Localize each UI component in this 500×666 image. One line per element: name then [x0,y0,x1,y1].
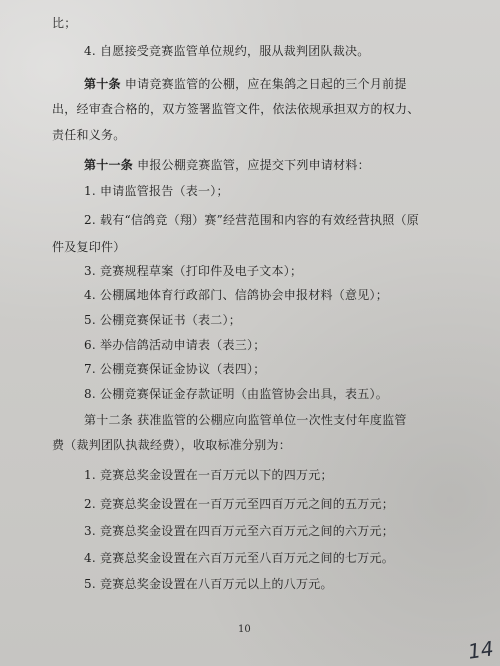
line-text: 6. 举办信鸽活动申请表（表三）； [84,338,266,352]
document-line [84,361,500,377]
document-line [84,576,500,592]
line-text: 申请竞赛监管的公棚，应在集鸽之日起的三个月前提 [124,77,407,91]
line-text: 3. 竞赛规程草案（打印件及电子文本）； [84,264,303,278]
line-text: 比； [52,16,77,30]
line-text: 4. 竞赛总奖金设置在六百万元至八百万元之间的七万元。 [84,551,395,565]
line-text: 5. 公棚竞赛保证书（表二）； [84,313,242,327]
line-text: 2. 竞赛总奖金设置在一百万元至四百万元之间的五万元； [84,497,395,511]
document-line [84,212,500,228]
line-text: 件及复印件） [52,240,126,254]
document-line [52,101,472,117]
document-line [84,337,500,353]
document-line [84,157,500,173]
line-text: 4. 自愿接受竞赛监管单位规约，服从裁判团队裁决。 [84,44,370,58]
line-text: 2. 载有“信鸽竞（翔）赛”经营范围和内容的有效经营执照（原 [84,213,420,227]
document-line [84,386,500,402]
page-number: 10 [238,624,251,635]
document-line [84,550,500,566]
document-line [52,437,472,453]
document-line [84,312,500,328]
document-line [84,43,500,59]
document-line [84,412,500,428]
document-line [84,496,500,512]
line-text: 责任和义务。 [52,128,126,142]
article-label: 第十一条 [84,158,134,172]
document-line [84,183,500,199]
line-text: 3. 竞赛总奖金设置在四百万元至六百万元之间的六万元； [84,524,395,538]
line-text: 申报公棚竞赛监管，应提交下列申请材料： [137,158,370,172]
line-text: 4. 公棚属地体育行政部门、信鸽协会申报材料（意见）； [84,288,389,302]
document-line [84,287,500,303]
document-line [52,127,472,143]
document-line [52,239,472,255]
line-text: 7. 公棚竞赛保证金协议（表四）； [84,362,266,376]
document-line [84,467,500,483]
line-text: 费（裁判团队执裁经费），收取标准分别为： [52,438,292,452]
handwritten-page-mark: 14 [466,636,495,664]
line-text: 1. 竞赛总奖金设置在一百万元以下的四万元； [84,468,333,482]
line-text: 5. 竞赛总奖金设置在八百万元以上的八万元。 [84,577,333,591]
document-line [84,263,500,279]
document-line [84,523,500,539]
line-text: 出，经审查合格的，双方签署监管文件，依法依规承担双方的权力、 [52,102,420,116]
document-line [84,76,500,92]
line-text: 第十二条 获准监管的公棚应向监管单位一次性支付年度监管 [84,413,407,427]
document-line [52,15,472,31]
line-text: 1. 申请监管报告（表一）； [84,184,229,198]
line-text: 8. 公棚竞赛保证金存款证明（由监管协会出具，表五）。 [84,387,389,401]
article-label: 第十条 [84,77,121,91]
